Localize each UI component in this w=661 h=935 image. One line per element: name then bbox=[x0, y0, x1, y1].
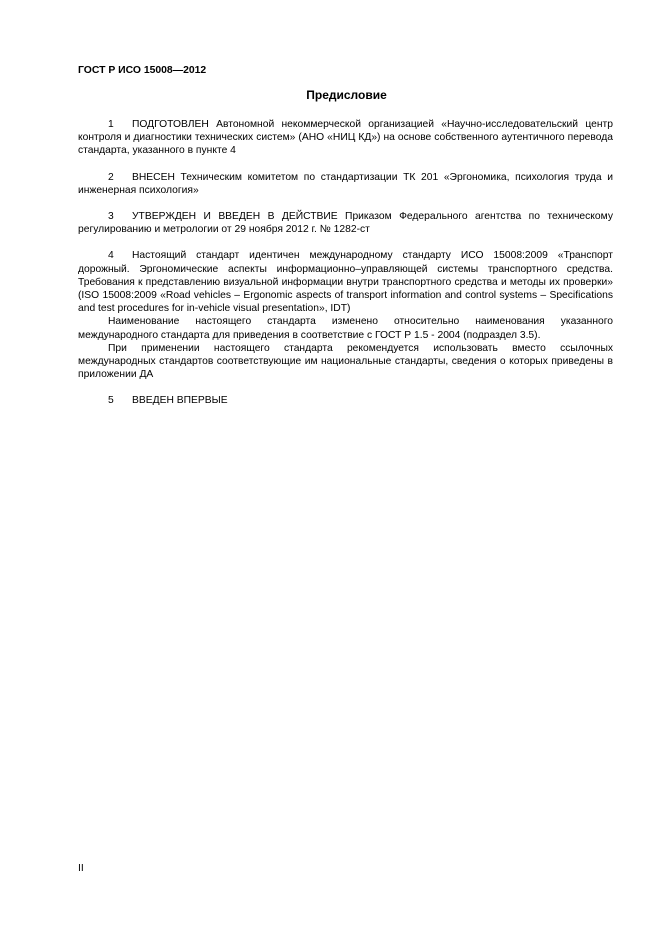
foreword-item-5 bbox=[78, 394, 613, 407]
foreword-item-2 bbox=[78, 171, 613, 197]
item-text: УТВЕРЖДЕН И ВВЕДЕН В ДЕЙСТВИЕ Приказом Федерального агентства по техническому регулированию и метрологии от 29 ноября 2012 г. № 1282-ст bbox=[78, 211, 613, 236]
foreword-item-1 bbox=[78, 118, 613, 158]
item-number: 2 bbox=[108, 171, 114, 183]
foreword-body bbox=[78, 118, 613, 421]
item-number: 3 bbox=[108, 211, 114, 223]
item-text: ВНЕСЕН Техническим комитетом по стандартизации ТК 201 «Эргономика, психология труда и инженерная психология» bbox=[78, 171, 613, 196]
foreword-item-3 bbox=[78, 210, 613, 236]
item-text: Настоящий стандарт идентичен международному стандарту ИСО 15008:2009 «Транспорт дорожный. Эргономические аспекты информационно–управляющей системы транспортного средства. Требования к представлению визуальной информации внутри транспортного средства и методы их проверки» (ISO 15008:2009 «Road vehicles – Ergonomic aspects of transport information and control systems – Specifications and test procedures for in-vehicle visual presentation», IDT) bbox=[78, 250, 613, 315]
foreword-item-4 bbox=[78, 249, 613, 381]
item-note: При применении настоящего стандарта рекомендуется использовать вместо ссылочных международных стандартов соответствующие им национальные стандарты, сведения о которых приведены в приложении ДА bbox=[78, 342, 613, 381]
page-title: Предисловие bbox=[306, 88, 387, 102]
item-text: ВВЕДЕН ВПЕРВЫЕ bbox=[132, 395, 228, 407]
item-note: Наименование настоящего стандарта изменено относительно наименования указанного международного стандарта для приведения в соответствие с ГОСТ Р 1.5 - 2004 (подраздел 3.5). bbox=[78, 316, 613, 341]
document-header: ГОСТ Р ИСО 15008—2012 bbox=[78, 65, 207, 76]
page-number: II bbox=[78, 863, 84, 874]
item-number: 5 bbox=[108, 395, 114, 407]
item-number: 4 bbox=[108, 250, 114, 262]
item-text: ПОДГОТОВЛЕН Автономной некоммерческой организацией «Научно-исследовательский центр контроля и диагностики технических систем» (АНО «НИЦ КД») на основе собственного аутентичного перевода стандарта, указанного в пункте 4 bbox=[78, 119, 613, 157]
item-number: 1 bbox=[108, 119, 114, 130]
